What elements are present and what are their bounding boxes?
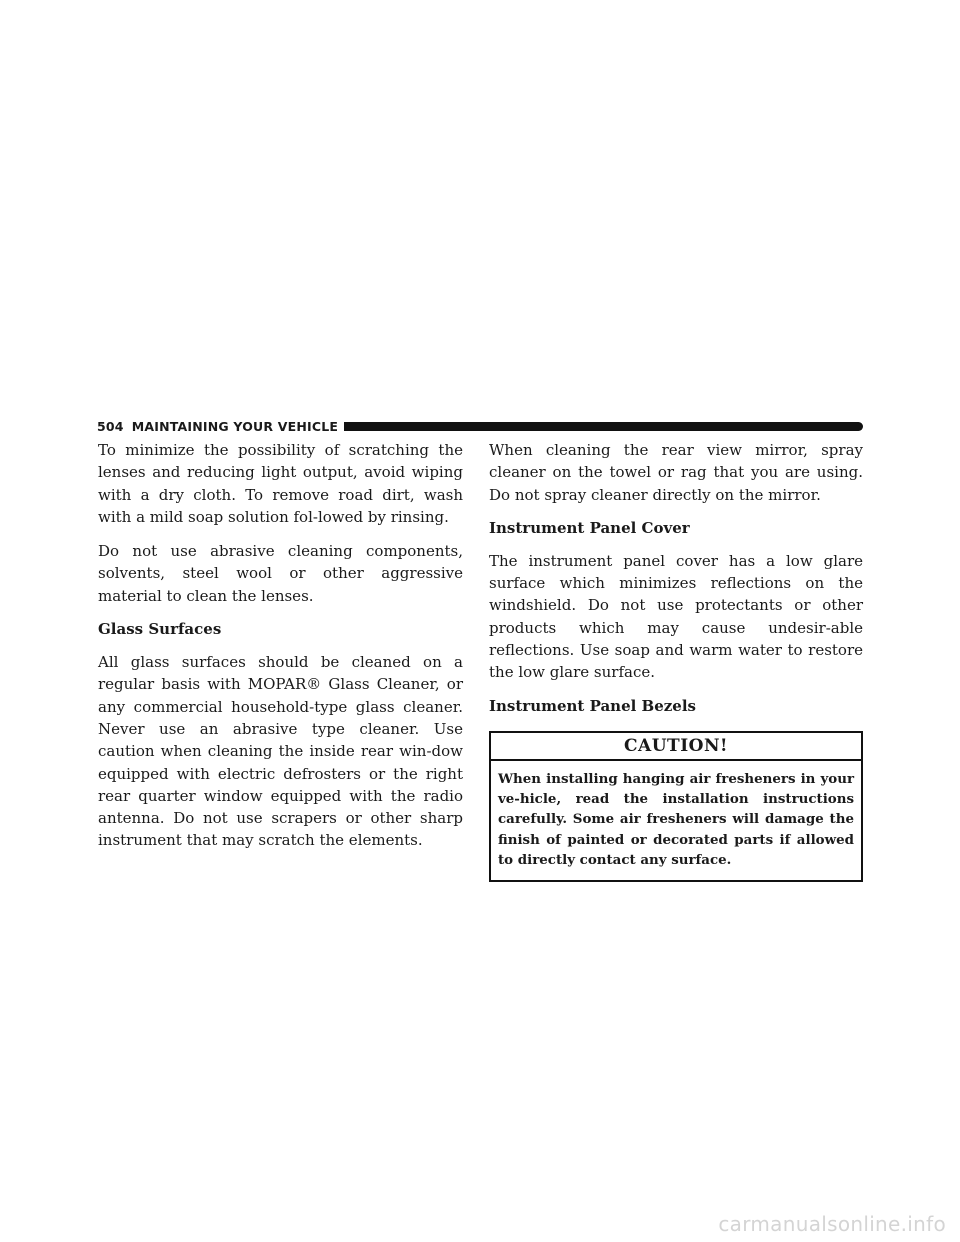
instrument-panel-cover-heading: Instrument Panel Cover <box>489 518 690 537</box>
watermark: carmanualsonline.info <box>718 1212 946 1236</box>
abrasive-warning-paragraph: Do not use abrasive cleaning components, solvents, steel wool or other aggressive material to clean the lenses. <box>98 542 463 605</box>
left-column <box>98 439 463 864</box>
caution-box <box>489 731 863 882</box>
right-column <box>489 439 863 882</box>
instrument-panel-cover-paragraph: The instrument panel cover has a low glare surface which minimizes reflections on the windshield. Do not use protectants or other products which may cause undesir-able reflections. Use soap and warm water to restore the low glare surface. <box>489 551 863 682</box>
page-number: 504 <box>97 418 124 434</box>
glass-surfaces-heading: Glass Surfaces <box>98 620 222 639</box>
section-title: MAINTAINING YOUR VEHICLE <box>131 418 339 434</box>
glass-surfaces-paragraph: All glass surfaces should be cleaned on a regular basis with MOPAR® Glass Cleaner, or any commercial household-type glass cleaner. Never use an abrasive type cleaner. Use caution when cleaning the inside rear win-dow equipped with electric defrosters or the right rear quarter window equipped with the radio antenna. Do not use scrapers or other sharp instrument that may scratch the elements. <box>98 653 463 850</box>
mirror-cleaning-paragraph: When cleaning the rear view mirror, spray cleaner on the towel or rag that you are using. Do not spray cleaner directly on the mirror. <box>489 441 863 504</box>
instrument-panel-bezels-heading: Instrument Panel Bezels <box>489 696 696 715</box>
caution-title: CAUTION! <box>491 733 861 761</box>
header-rule <box>344 422 863 431</box>
lens-wiping-paragraph: To minimize the possibility of scratching the lenses and reducing light output, avoid wiping with a dry cloth. To remove road dirt, wash with a mild soap solution fol-lowed by rinsing. <box>98 441 463 526</box>
page-header <box>97 418 863 434</box>
caution-text: When installing hanging air fresheners in your ve-hicle, read the installation instructions carefully. Some air fresheners will damage the finish of painted or decorated parts if allowed to directly contact any surface. <box>498 770 854 868</box>
